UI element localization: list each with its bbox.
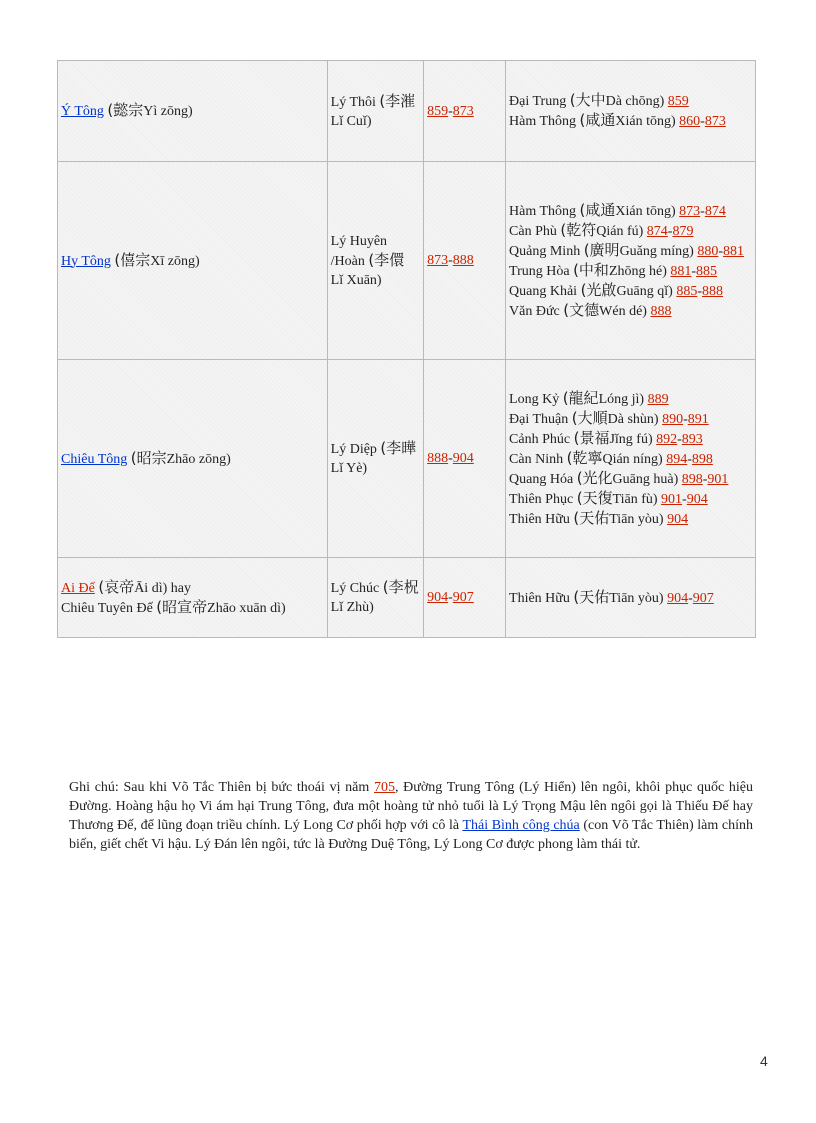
era-romanized: Dà chōng) <box>605 94 665 109</box>
page-number: 4 <box>760 1053 768 1069</box>
era-name: Càn Ninh <box>509 451 564 467</box>
era-entry <box>509 91 752 111</box>
reign-start-link[interactable]: 873 <box>427 253 449 268</box>
era-entry: Đại Thuận (大順Dà shùn) 890-891 <box>509 408 709 427</box>
year-end-link[interactable]: 881 <box>723 243 744 259</box>
year-end-link[interactable]: 873 <box>704 114 726 129</box>
year-start-link[interactable]: 894 <box>666 451 688 467</box>
era-entry: Quang Hóa (光化Guāng huà) 898-901 <box>509 468 729 487</box>
era-name: Quang Khải <box>509 283 578 299</box>
year-start-link[interactable]: 885 <box>676 283 698 299</box>
given-name-chars: (李儇 <box>368 250 405 269</box>
alt-name-chars: (昭宣帝 <box>156 597 208 616</box>
given-name-cell <box>327 61 423 162</box>
era-chars: (大中 <box>569 91 606 109</box>
era-names-cell <box>506 360 756 558</box>
era-chars: (咸通 <box>579 200 616 219</box>
temple-name-chars: (哀帝 <box>98 577 135 596</box>
temple-name-chars: (昭宗 <box>130 448 167 467</box>
era-name: Càn Phù <box>509 223 557 239</box>
temple-name-link[interactable]: Ý Tông <box>61 104 104 119</box>
era-entry: Cảnh Phúc (景福Jǐng fú) 892-893 <box>509 428 703 447</box>
year-start-link[interactable]: 860 <box>679 114 701 129</box>
temple-name-link[interactable]: Chiêu Tông <box>61 451 128 467</box>
era-chars: (龍紀 <box>562 388 599 407</box>
reign-start-link[interactable]: 888 <box>427 451 449 466</box>
emperor-table <box>57 60 756 638</box>
year-start-link[interactable]: 889 <box>647 391 669 407</box>
alt-name-romanized: Zhāo xuān dì) <box>207 600 286 616</box>
era-entry: Càn Phù (乾符Qián fú) 874-879 <box>509 220 694 239</box>
year-start-link[interactable]: 873 <box>679 203 701 219</box>
year-start-link[interactable]: 859 <box>667 94 689 109</box>
emperor-row <box>58 61 756 162</box>
footnote-paragraph <box>69 778 753 854</box>
era-name: Long Kỷ <box>509 391 560 407</box>
given-name-romanized: Lǐ Xuān) <box>330 272 382 288</box>
era-romanized: Xián tōng) <box>615 114 676 129</box>
era-entry <box>509 301 752 321</box>
era-name: Cảnh Phúc <box>509 431 571 447</box>
era-chars: (中和 <box>573 260 609 279</box>
year-end-link[interactable]: 879 <box>672 223 694 239</box>
era-romanized: Jǐng fú) <box>609 431 653 447</box>
reign-end-link[interactable]: 904 <box>452 451 474 466</box>
era-chars: (光啟 <box>580 280 617 299</box>
era-names-cell <box>506 162 756 360</box>
era-entry <box>509 389 752 409</box>
reign-start-link[interactable]: 859 <box>427 103 449 119</box>
era-romanized: Qián fú) <box>596 223 644 239</box>
year-start-link[interactable]: 904 <box>667 511 689 527</box>
era-entry: Hàm Thông (咸通Xián tōng) 873-874 <box>509 200 726 219</box>
era-romanized: Tiān fù) <box>612 491 658 507</box>
year-end-link[interactable]: 891 <box>687 411 709 427</box>
year-end-link[interactable]: 907 <box>692 590 714 606</box>
era-romanized: Guāng huà) <box>612 471 679 487</box>
note-text-2: , Đường Trung Tông (Lý Hiển) lên ngôi, khôi phục quốc hiệu Đường. Hoàng hậu họ Vi ám hại Trung Tông, đưa một hoàng tử nhỏ tuổi là Lý Trọng Mậu lên ngôi gọi là Thiếu Đế hay Thương Đế, để lũng đoạn triều chính. Lý Long Cơ phối hợp với cô là <box>69 780 753 833</box>
temple-name-chars: (僖宗 <box>114 250 151 269</box>
reign-end-link[interactable]: 888 <box>452 253 474 268</box>
era-romanized: Tiān yòu) <box>609 590 664 606</box>
temple-name-link[interactable]: Hy Tông <box>61 253 111 269</box>
reign-end-link[interactable]: 873 <box>452 103 474 119</box>
year-start-link[interactable]: 892 <box>656 431 678 447</box>
era-chars: (大順 <box>571 408 608 427</box>
era-chars: (光化 <box>576 468 613 487</box>
year-end-link[interactable]: 904 <box>686 491 708 507</box>
era-romanized: Tiān yòu) <box>609 511 664 527</box>
given-name: Lý Chúc <box>330 581 380 596</box>
year-end-link[interactable]: 893 <box>681 431 703 447</box>
era-entry: Hàm Thông (咸通Xián tōng) 860-873 <box>509 111 726 129</box>
year-end-link[interactable]: 898 <box>691 451 713 467</box>
reign-start-link[interactable]: 904 <box>427 590 449 605</box>
era-romanized: Lóng jì) <box>598 391 645 407</box>
era-name: Thiên Phục <box>509 491 574 507</box>
era-entry: Thiên Hữu (天佑Tiān yòu) 904-907 <box>509 587 714 606</box>
reign-years-cell: 888-904 <box>424 360 506 558</box>
given-name-chars: (李曄 <box>380 439 417 457</box>
temple-name-cell <box>58 61 328 162</box>
given-name-romanized: Lǐ Cuǐ) <box>330 113 372 129</box>
given-name: Lý Thôi <box>330 94 376 110</box>
temple-name-cell <box>58 360 328 558</box>
year-start-link[interactable]: 890 <box>662 411 684 427</box>
era-name: Đại Thuận <box>509 411 569 427</box>
temple-name-romanized: Yì zōng) <box>143 104 193 119</box>
given-name-chars: (李柷 <box>382 578 419 596</box>
era-chars: (咸通 <box>579 111 616 129</box>
given-name-romanized: Lǐ Zhù) <box>330 600 374 615</box>
era-romanized: Qián níng) <box>602 451 663 467</box>
year-start-link[interactable]: 881 <box>670 263 692 279</box>
given-name-cell <box>327 360 423 558</box>
temple-name-romanized: Xī zōng) <box>150 253 200 269</box>
era-name: Hàm Thông <box>509 203 577 219</box>
year-start-link[interactable]: 880 <box>697 243 719 259</box>
era-chars: (天復 <box>576 488 613 507</box>
given-name-romanized: Lǐ Yè) <box>330 461 368 476</box>
era-entry: Thiên Phục (天復Tiān fù) 901-904 <box>509 488 708 507</box>
year-start-link[interactable]: 901 <box>661 491 683 507</box>
era-names-cell <box>506 61 756 162</box>
year-end-link[interactable]: 888 <box>702 283 723 299</box>
era-romanized: Guǎng míng) <box>619 243 694 259</box>
given-name-chars: (李漼 <box>379 91 416 110</box>
reign-years-cell: 859-873 <box>424 61 506 162</box>
era-name: Trung Hòa <box>509 263 570 279</box>
emperor-row <box>58 360 756 558</box>
era-names-cell <box>506 558 756 638</box>
emperor-row <box>58 558 756 638</box>
era-chars: (景福 <box>573 428 610 447</box>
era-name: Thiên Hữu <box>509 590 570 606</box>
era-entry: Càn Ninh (乾寧Qián níng) 894-898 <box>509 448 713 467</box>
era-chars: (乾符 <box>560 220 597 239</box>
given-name: Lý Huyên /Hoàn <box>330 233 388 269</box>
alt-name: Chiêu Tuyên Đế <box>61 600 153 616</box>
era-name: Quang Hóa <box>509 471 574 487</box>
given-name-cell <box>327 162 423 360</box>
temple-name-cell <box>58 162 328 360</box>
era-chars: (乾寧 <box>566 448 603 467</box>
era-entry <box>509 509 752 529</box>
note-text-3: (con Võ Tắc Thiên) làm chính biến, giết chết Vi hậu. Lý Đán lên ngôi, tức là Đường Duệ Tông, Lý Long Cơ được phong làm thái tử. <box>69 818 753 852</box>
emperor-row <box>58 162 756 360</box>
era-entry: Quảng Minh (廣明Guǎng míng) 880-881 <box>509 240 744 259</box>
era-chars: (廣明 <box>583 240 620 259</box>
era-chars: (天佑 <box>573 508 610 527</box>
era-entry: Trung Hòa (中和Zhōng hé) 881-885 <box>509 260 718 279</box>
era-name: Quảng Minh <box>509 243 581 259</box>
era-name: Thiên Hữu <box>509 511 570 527</box>
note-text-1: Ghi chú: Sau khi Võ Tắc Thiên bị bức thoái vị năm <box>69 780 374 795</box>
year-start-link[interactable]: 898 <box>681 471 703 487</box>
year-start-link[interactable]: 888 <box>650 303 672 319</box>
year-start-link[interactable]: 904 <box>667 590 689 606</box>
era-name: Văn Đức <box>509 303 560 319</box>
reign-years-cell: 873-888 <box>424 162 506 360</box>
era-entry: Quang Khải (光啟Guāng qǐ) 885-888 <box>509 280 723 299</box>
year-end-link[interactable]: 874 <box>704 203 726 219</box>
temple-name-link[interactable]: Ai Đế <box>61 580 95 596</box>
era-romanized: Xián tōng) <box>615 203 676 219</box>
temple-name-chars: (懿宗 <box>107 101 144 119</box>
note-year-link[interactable]: 705 <box>373 780 395 795</box>
era-name: Hàm Thông <box>509 114 577 129</box>
era-chars: (天佑 <box>573 587 610 606</box>
thai-binh-link[interactable]: Thái Bình công chúa <box>462 818 580 833</box>
temple-name-cell <box>58 558 328 638</box>
era-romanized: Wén dé) <box>599 303 647 319</box>
temple-name-romanized: Āi dì) hay <box>134 580 191 596</box>
temple-name-romanized: Zhāo zōng) <box>166 451 231 467</box>
reign-years-cell: 904-907 <box>424 558 506 638</box>
given-name-cell <box>327 558 423 638</box>
year-end-link[interactable]: 885 <box>696 263 718 279</box>
era-chars: (文德 <box>563 300 600 319</box>
year-start-link[interactable]: 874 <box>646 223 668 239</box>
era-romanized: Zhōng hé) <box>608 263 667 279</box>
given-name: Lý Diệp <box>330 442 377 457</box>
reign-end-link[interactable]: 907 <box>452 590 474 605</box>
era-romanized: Guāng qǐ) <box>616 283 673 299</box>
year-end-link[interactable]: 901 <box>707 471 729 487</box>
era-romanized: Dà shùn) <box>607 411 659 427</box>
era-name: Đại Trung <box>509 94 567 109</box>
